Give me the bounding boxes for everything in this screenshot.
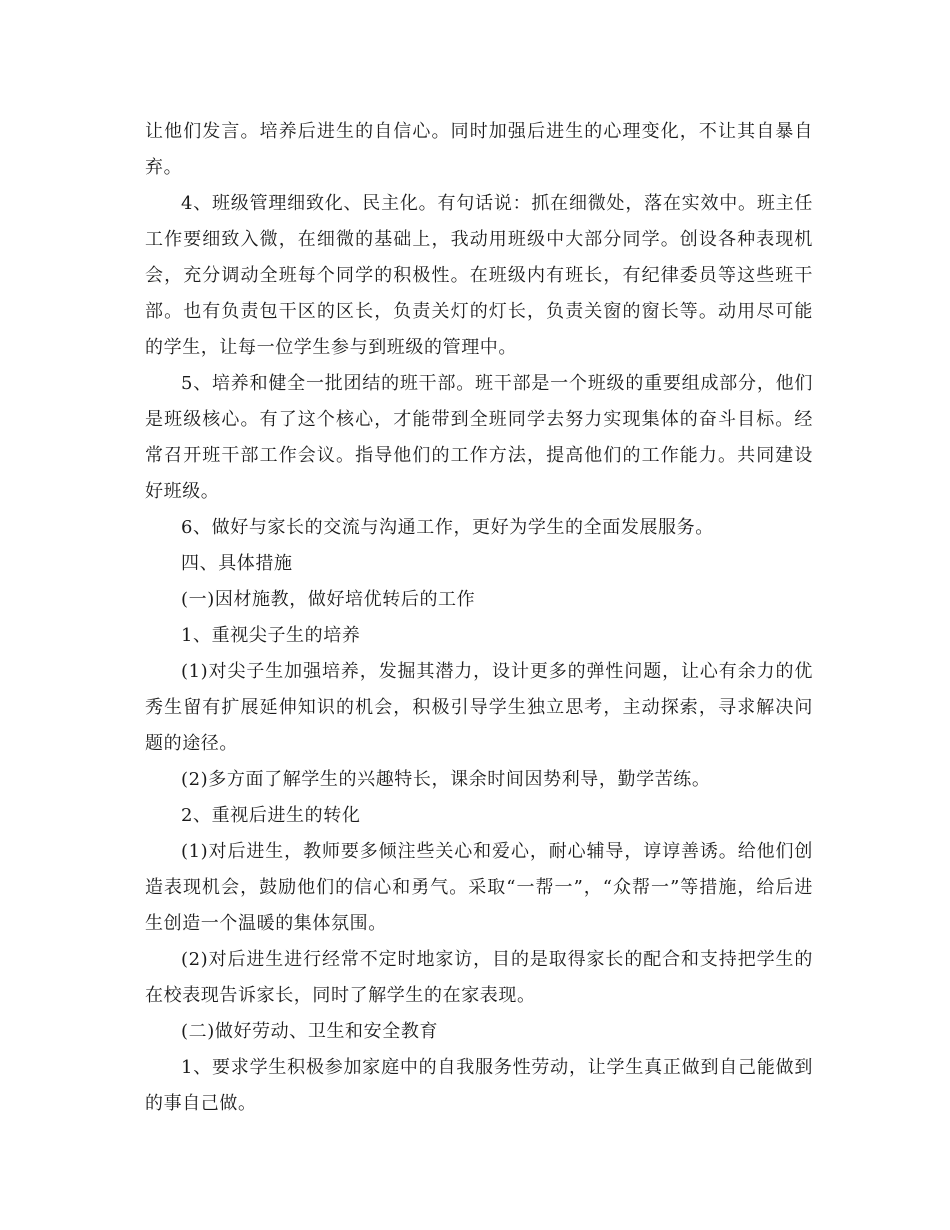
- section-heading-measures: 四、具体措施: [181, 553, 293, 574]
- paragraph-top-students-1: (1)对尖子生加强培养，发掘其潜力，设计更多的弹性问题，让心有余力的优秀生留有扩展延伸知识的机会，积极引导学生独立思考，主动探索，寻求解决问题的途径。: [145, 661, 813, 754]
- paragraph-top-students-2: (2)多方面了解学生的兴趣特长，课余时间因势利导，勤学苦练。: [181, 769, 711, 790]
- document-body: [145, 114, 813, 1122]
- subsection-heading-labor-safety: (二)做好劳动、卫生和安全教育: [181, 1021, 439, 1042]
- paragraph-weak-students-2: (2)对后进生进行经常不定时地家访，目的是取得家长的配合和支持把学生的在校表现告诉家长，同时了解学生的在家表现。: [145, 949, 813, 1006]
- paragraph-labor-1: 1、要求学生积极参加家庭中的自我服务性劳动，让学生真正做到自己能做到的事自己做。: [145, 1057, 813, 1114]
- paragraph-weak-students-1: (1)对后进生，教师要多倾注些关心和爱心，耐心辅导，谆谆善诱。给他们创造表现机会，鼓励他们的信心和勇气。采取“一帮一”，“众帮一”等措施，给后进生创造一个温暖的集体氛围。: [145, 841, 813, 934]
- item-heading-top-students: 1、重视尖子生的培养: [181, 625, 361, 646]
- paragraph-continuation: 让他们发言。培养后进生的自信心。同时加强后进生的心理变化，不让其自暴自弃。: [145, 121, 813, 178]
- paragraph-class-management: 4、班级管理细致化、民主化。有句话说：抓在细微处，落在实效中。班主任工作要细致入微，在细微的基础上，我动用班级中大部分同学。创设各种表现机会，充分调动全班每个同学的积极性。在班级内有班长，有纪律委员等这些班干部。也有负责包干区的区长，负责关灯的灯长，负责关窗的窗长等。动用尽可能的学生，让每一位学生参与到班级的管理中。: [145, 193, 813, 358]
- paragraph-class-cadres: 5、培养和健全一批团结的班干部。班干部是一个班级的重要组成部分，他们是班级核心。有了这个核心，才能带到全班同学去努力实现集体的奋斗目标。经常召开班干部工作会议。指导他们的工作方法，提高他们的工作能力。共同建设好班级。: [145, 373, 813, 502]
- item-heading-weak-students: 2、重视后进生的转化: [181, 805, 361, 826]
- subsection-heading-teaching: (一)因材施教，做好培优转后的工作: [181, 589, 476, 610]
- paragraph-parent-communication: 6、做好与家长的交流与沟通工作，更好为学生的全面发展服务。: [181, 517, 714, 538]
